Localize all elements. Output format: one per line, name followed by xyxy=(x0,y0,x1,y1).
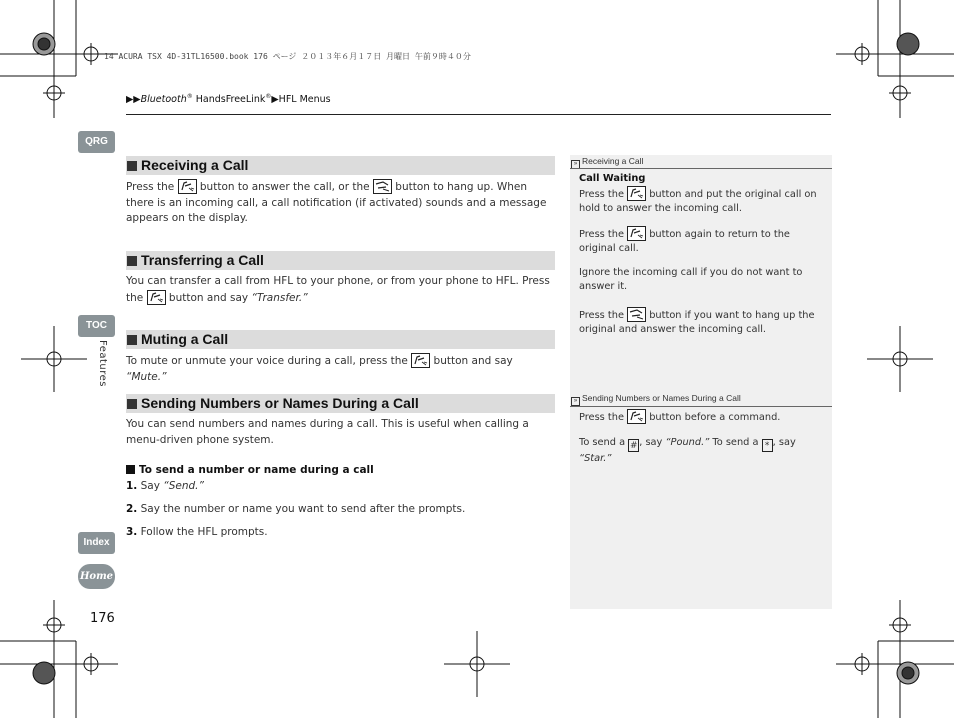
sidebar-panel xyxy=(570,155,832,609)
subhead-text: To send a number or name during a call xyxy=(139,464,374,476)
section-sending-header xyxy=(126,394,555,413)
hangup-button-icon xyxy=(373,179,392,194)
muting-text xyxy=(126,353,555,385)
sidebar-call-waiting-heading xyxy=(579,172,824,186)
text-span: button again to return to the original call. xyxy=(579,229,790,254)
side-tab-features: Features xyxy=(97,340,108,387)
sending-subhead xyxy=(126,464,374,476)
step-text: Say xyxy=(137,480,164,492)
receiving-text xyxy=(126,179,555,227)
section-title: Transferring a Call xyxy=(141,252,264,268)
sidebar-send-p2 xyxy=(579,436,824,466)
breadcrumb-hfl-menus[interactable]: HFL Menus xyxy=(278,94,331,106)
step-number: 2. xyxy=(126,503,138,515)
registered-mark: ® xyxy=(186,93,193,100)
quote: “Send.” xyxy=(163,480,204,492)
qrg-button[interactable]: QRG xyxy=(78,131,115,153)
home-button[interactable]: Home xyxy=(78,564,115,589)
step-number: 1. xyxy=(126,480,138,492)
pound-key-icon: # xyxy=(629,441,638,451)
text-span: button and put the original call on hold to answer the incoming call. xyxy=(579,189,817,214)
ref-mark-icon: » xyxy=(571,397,580,406)
text-span: To send a xyxy=(579,437,629,448)
text-span: You can transfer a call from HFL to your phone, or from your phone to HFL. Press the xyxy=(126,275,550,304)
text-span: To mute or unmute your voice during a call, press the xyxy=(126,355,412,367)
sidebar-rule xyxy=(570,406,832,407)
section-marker xyxy=(127,335,137,345)
pickup-button-icon xyxy=(411,353,430,368)
section-muting-header xyxy=(126,330,555,349)
sidebar-p4 xyxy=(579,307,824,336)
pickup-button-icon xyxy=(147,290,166,305)
text-span: button to hang up. When there is an incoming call, a call notification (if activated) sounds and a message appears on the display. xyxy=(126,181,547,224)
pickup-button-icon xyxy=(627,409,646,424)
breadcrumb-rule xyxy=(126,114,831,115)
text-span: button before a command. xyxy=(646,412,781,423)
section-marker xyxy=(127,161,137,171)
ref-mark-icon: » xyxy=(571,160,580,169)
step-text: Follow the HFL prompts. xyxy=(137,526,268,538)
sidebar-title-text: Sending Numbers or Names During a Call xyxy=(582,393,741,403)
quote: “Pound.” xyxy=(665,437,710,448)
sidebar-sending-title xyxy=(571,393,741,406)
sending-text: You can send numbers and names during a call. This is useful when calling a menu-driven phone system. xyxy=(126,418,529,446)
page-number: 176 xyxy=(90,611,115,626)
text-span: Press the xyxy=(579,229,628,240)
text-span: To send a xyxy=(709,437,762,448)
quote: “Star.” xyxy=(579,453,612,464)
subhead-marker xyxy=(126,465,135,474)
step-number: 3. xyxy=(126,526,138,538)
section-title: Muting a Call xyxy=(141,331,229,347)
section-marker xyxy=(127,399,137,409)
breadcrumb xyxy=(126,93,331,105)
text-span: , say xyxy=(772,437,796,448)
quote: “Mute.” xyxy=(126,370,167,383)
quote: “Transfer.” xyxy=(251,291,308,304)
pickup-button-icon xyxy=(178,179,197,194)
text-span: Press the xyxy=(579,412,628,423)
text-span: button to answer the call, or the xyxy=(196,181,373,193)
breadcrumb-hfl[interactable]: HandsFreeLink xyxy=(192,94,266,106)
step-text: Say the number or name you want to send after the prompts. xyxy=(137,503,466,515)
step-2 xyxy=(126,503,465,515)
transferring-text xyxy=(126,274,555,306)
section-transferring-header xyxy=(126,251,555,270)
section-receiving-header xyxy=(126,156,555,175)
hangup-button-icon xyxy=(627,307,646,322)
pickup-button-icon xyxy=(627,186,646,201)
star-key-icon: * xyxy=(762,439,773,452)
text-span: Press the xyxy=(579,189,628,200)
text-span: Press the xyxy=(126,181,178,193)
sidebar-p1 xyxy=(579,186,824,215)
text-span: button and say xyxy=(430,355,513,367)
breadcrumb-sep: ▶ xyxy=(271,94,279,106)
sidebar-p2 xyxy=(579,226,824,255)
registered-mark-2: ® xyxy=(265,93,272,100)
text-span: button if you want to hang up the original and answer the incoming call. xyxy=(579,310,815,335)
toc-button[interactable]: TOC xyxy=(78,315,115,337)
pickup-button-icon xyxy=(627,226,646,241)
text-span: button and say xyxy=(165,291,252,304)
breadcrumb-bluetooth[interactable]: Bluetooth xyxy=(140,94,187,106)
breadcrumb-arrows: ▶▶ xyxy=(126,94,141,106)
sidebar-send-p1 xyxy=(579,409,824,425)
step-3 xyxy=(126,526,268,538)
print-header: 14 ACURA TSX 4D-31TL16500.book 176 ページ ２０１３年６月１７日 月曜日 午前９時４０分 xyxy=(104,52,471,61)
section-title: Sending Numbers or Names During a Call xyxy=(141,395,419,411)
text-span: , say xyxy=(639,437,666,448)
section-title: Receiving a Call xyxy=(141,157,249,173)
call-waiting-heading: Call Waiting xyxy=(579,173,646,184)
sidebar-title-text: Receiving a Call xyxy=(582,156,644,166)
sidebar-p3: Ignore the incoming call if you do not want to answer it. xyxy=(579,267,803,292)
step-1 xyxy=(126,480,204,492)
section-marker xyxy=(127,256,137,266)
text-span: Press the xyxy=(579,310,628,321)
index-button[interactable]: Index xyxy=(78,532,115,554)
sidebar-rule xyxy=(570,168,832,169)
